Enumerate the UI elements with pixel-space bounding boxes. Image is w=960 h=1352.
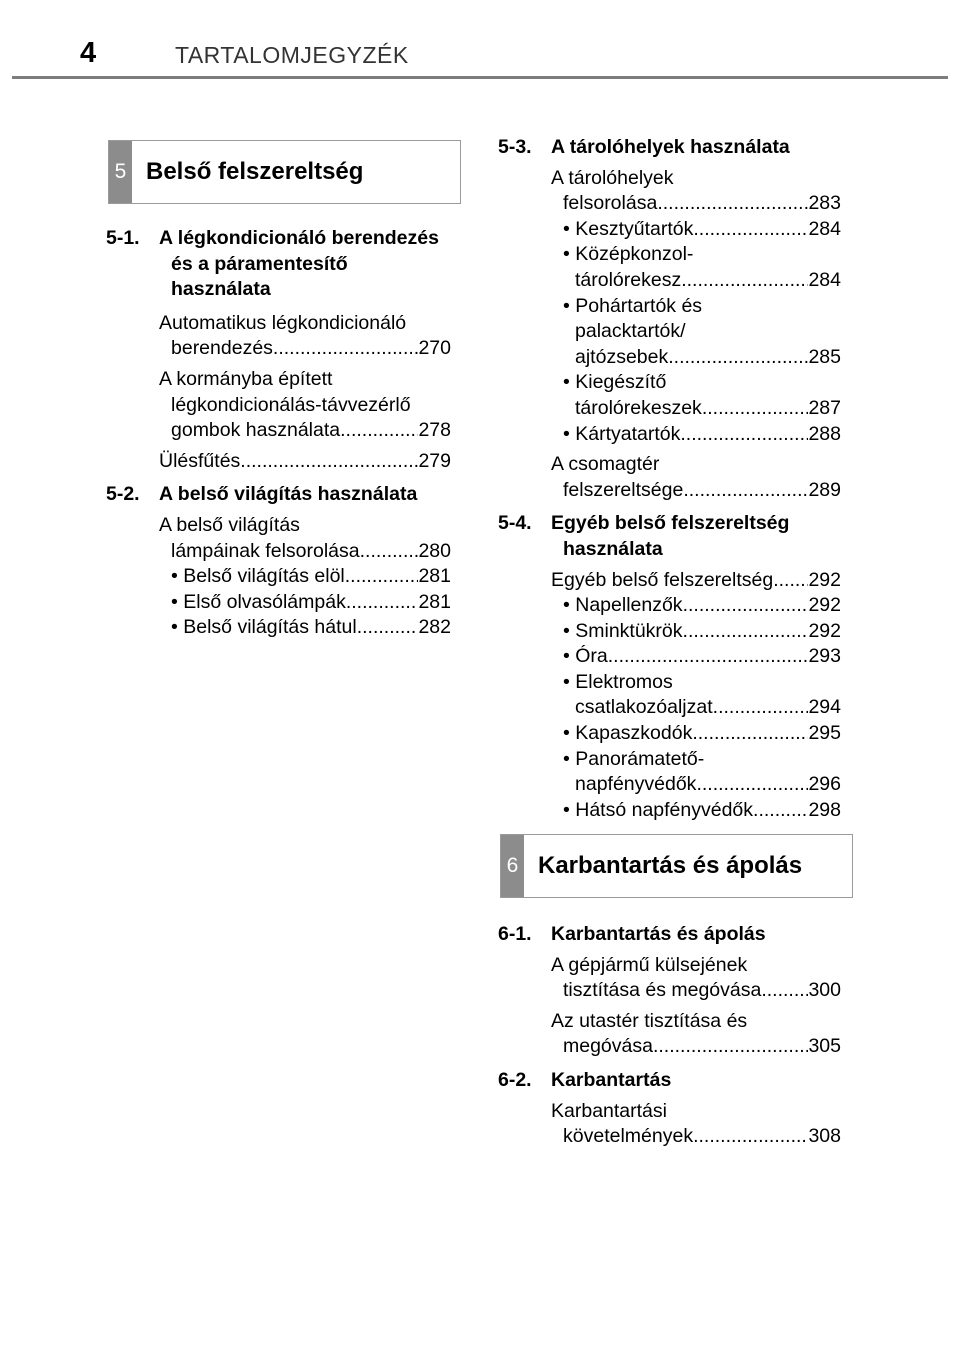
entry-label: Karbantartási xyxy=(551,1099,667,1122)
page-ref: 300 xyxy=(808,979,841,1002)
chapter-title-cont: használata xyxy=(563,537,663,560)
toc-subentry[interactable] xyxy=(498,747,841,798)
chapter-6-2[interactable] xyxy=(498,1068,841,1094)
page-ref: 283 xyxy=(808,192,841,215)
entry-label: Ülésfűtés xyxy=(159,449,241,472)
entry-label: napfényvédők xyxy=(575,773,697,796)
entry-label: A belső világítás xyxy=(159,513,300,536)
page-ref: 292 xyxy=(808,619,841,642)
chapter-number: 6-2. xyxy=(498,1068,532,1091)
page-ref: 296 xyxy=(808,773,841,796)
entry-label: felsorolása xyxy=(563,192,658,215)
chapter-5-2[interactable] xyxy=(106,482,451,508)
chapter-5-3[interactable] xyxy=(498,135,841,161)
chapter-number: 5-3. xyxy=(498,136,532,158)
toc-subentry[interactable] xyxy=(498,644,841,670)
header-title: TARTALOMJEGYZÉK xyxy=(175,42,409,68)
entry-label: gombok használata xyxy=(171,419,341,442)
toc-entry[interactable] xyxy=(498,568,841,594)
chapter-number: 5-1. xyxy=(106,227,140,249)
entry-label: • Hátsó napfényvédők xyxy=(563,798,754,821)
chapter-number: 5-4. xyxy=(498,512,532,535)
section-5-header xyxy=(108,140,461,204)
chapter-title-cont: és a páramentesítő xyxy=(171,252,348,275)
chapter-title: A tárolóhelyek használata xyxy=(551,136,790,158)
entry-label: Az utastér tisztítása és xyxy=(551,1009,748,1032)
entry-label: felszereltsége xyxy=(563,478,684,501)
entry-label: légkondicionálás-távvezérlő xyxy=(171,393,411,416)
toc-subentry[interactable] xyxy=(498,670,841,721)
entry-label: • Kiegészítő xyxy=(563,371,667,394)
toc-subentry[interactable] xyxy=(498,294,841,371)
toc-subentry[interactable] xyxy=(498,798,841,824)
toc-right-column-lower xyxy=(498,922,841,1150)
toc-subentry[interactable] xyxy=(498,370,841,421)
page-ref: 284 xyxy=(808,268,841,291)
chapter-title: Karbantartás xyxy=(551,1068,672,1091)
toc-entry[interactable] xyxy=(106,449,451,475)
entry-label: • Belső világítás hátul xyxy=(171,616,357,639)
chapter-title: A belső világítás használata xyxy=(159,483,418,506)
chapter-title: A légkondicionáló berendezés xyxy=(159,227,439,249)
entry-label: ajtózsebek xyxy=(575,345,669,368)
toc-entry[interactable] xyxy=(498,1099,841,1150)
entry-label: • Kapaszkodók xyxy=(563,722,693,745)
toc-subentry[interactable] xyxy=(498,593,841,619)
toc-entry[interactable] xyxy=(498,452,841,503)
entry-label: A gépjármű külsejének xyxy=(551,953,748,976)
toc-subentry[interactable] xyxy=(498,217,841,243)
toc-subentry[interactable] xyxy=(106,615,451,641)
page-ref: 289 xyxy=(808,478,841,501)
page-ref: 288 xyxy=(808,422,841,445)
toc-left-column xyxy=(106,226,451,641)
entry-label: tisztítása és megóvása xyxy=(563,979,762,1002)
entry-label: A tárolóhelyek xyxy=(551,166,674,189)
page-ref: 279 xyxy=(418,449,451,472)
page-ref: 292 xyxy=(808,568,841,591)
entry-label: palacktartók/ xyxy=(575,320,686,343)
section-tab: 6 xyxy=(501,835,524,897)
chapter-title: Karbantartás és ápolás xyxy=(551,923,766,945)
toc-subentry[interactable] xyxy=(106,564,451,590)
page-ref: 285 xyxy=(808,345,841,368)
page-ref: 295 xyxy=(808,722,841,745)
entry-label: • Első olvasólámpák xyxy=(171,590,346,613)
page-ref: 305 xyxy=(808,1035,841,1058)
entry-label: • Belső világítás elöl xyxy=(171,565,345,588)
entry-label: • Elektromos xyxy=(563,670,673,693)
entry-label: • Kesztyűtartók xyxy=(563,217,694,240)
page-ref: 287 xyxy=(808,396,841,419)
page-ref: 294 xyxy=(808,696,841,719)
page-ref: 281 xyxy=(418,565,451,588)
toc-subentry[interactable] xyxy=(498,242,841,293)
entry-label: • Óra xyxy=(563,645,608,668)
section-tab: 5 xyxy=(109,141,132,203)
section-title: Belső felszereltség xyxy=(146,158,364,185)
entry-label: tárolórekeszek xyxy=(575,396,702,419)
page-ref: 278 xyxy=(418,419,451,442)
page-ref: 284 xyxy=(808,217,841,240)
entry-label: A kormányba épített xyxy=(159,367,333,390)
section-title: Karbantartás és ápolás xyxy=(538,852,803,879)
header-rule xyxy=(12,76,948,79)
entry-label: megóvása xyxy=(563,1035,653,1058)
page-ref: 292 xyxy=(808,594,841,617)
toc-right-column xyxy=(498,135,841,823)
section-6-header xyxy=(500,834,853,898)
chapter-5-1[interactable] xyxy=(106,226,451,303)
entry-label: • Napellenzők xyxy=(563,594,683,617)
toc-entry[interactable] xyxy=(498,953,841,1004)
entry-label: A csomagtér xyxy=(551,453,660,476)
chapter-title-cont: használata xyxy=(171,278,271,301)
toc-entry[interactable] xyxy=(106,367,451,444)
toc-subentry[interactable] xyxy=(498,619,841,645)
page-ref: 293 xyxy=(808,645,841,668)
toc-subentry[interactable] xyxy=(498,721,841,747)
chapter-5-4[interactable] xyxy=(498,511,841,562)
page-ref: 281 xyxy=(418,590,451,613)
page-ref: 270 xyxy=(418,337,451,360)
toc-subentry[interactable] xyxy=(106,590,451,616)
entry-label: • Panorámatető- xyxy=(563,747,705,770)
entry-label: • Sminktükrök xyxy=(563,619,683,642)
entry-label: Egyéb belső felszereltség xyxy=(551,568,774,591)
toc-entry[interactable] xyxy=(498,1009,841,1060)
entry-label: lámpáinak felsorolása xyxy=(171,539,360,562)
chapter-6-1[interactable] xyxy=(498,922,841,948)
page-ref: 298 xyxy=(808,798,841,821)
page-ref: 280 xyxy=(418,539,451,562)
entry-label: berendezés xyxy=(171,337,273,360)
chapter-number: 5-2. xyxy=(106,483,140,506)
entry-label: • Középkonzol- xyxy=(563,243,694,266)
page-ref: 282 xyxy=(418,616,451,639)
toc-entry[interactable] xyxy=(106,513,451,564)
entry-label: Automatikus légkondicionáló xyxy=(159,311,407,334)
toc-entry[interactable] xyxy=(106,311,451,362)
entry-label: • Pohártartók és xyxy=(563,294,703,317)
page-number: 4 xyxy=(80,37,97,69)
chapter-number: 6-1. xyxy=(498,923,532,945)
entry-label: követelmények xyxy=(563,1125,694,1148)
page-ref: 308 xyxy=(808,1125,841,1148)
entry-label: tárolórekesz xyxy=(575,268,682,291)
entry-label: csatlakozóaljzat xyxy=(575,696,713,719)
toc-entry[interactable] xyxy=(498,166,841,217)
entry-label: • Kártyatartók xyxy=(563,422,681,445)
page-header xyxy=(0,0,960,80)
toc-subentry[interactable] xyxy=(498,422,841,448)
chapter-title: Egyéb belső felszereltség xyxy=(551,512,790,535)
